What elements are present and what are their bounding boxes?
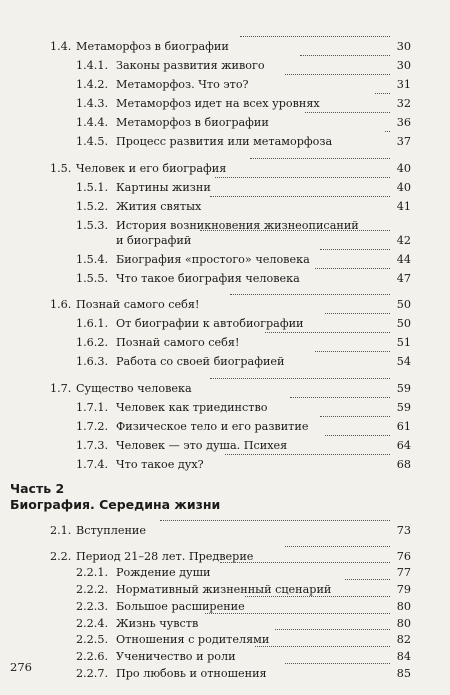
entry-page: 30 xyxy=(396,59,411,72)
entry-title: Отношения с родителями xyxy=(116,633,270,647)
entry-title: Биография «простого» человека xyxy=(116,253,310,266)
entry-title: Метаморфоз в биографии xyxy=(76,40,229,53)
entry-title: Метаморфоз. Что это? xyxy=(116,78,249,91)
entry-number: 1.4.2. xyxy=(76,78,109,91)
leader-dots xyxy=(245,596,390,597)
entry-number: 1.7. xyxy=(50,382,72,395)
entry-number: 1.7.4. xyxy=(76,458,109,471)
entry-page: 84 xyxy=(396,650,411,663)
leader-dots xyxy=(220,562,390,563)
entry-title: Картины жизни xyxy=(116,181,211,194)
leader-dots xyxy=(230,294,390,295)
entry-page: 73 xyxy=(396,524,411,537)
part-title: Биография. Середина жизни xyxy=(10,497,221,512)
entry-page: 80 xyxy=(396,616,411,630)
entry-title: Период 21–28 лет. Предверие xyxy=(76,549,254,563)
entry-number: 1.5. xyxy=(50,162,72,175)
entry-page: 41 xyxy=(396,200,411,213)
entry-page: 40 xyxy=(396,181,411,194)
entry-page: 59 xyxy=(396,401,411,414)
entry-title: Нормативный жизненный сценарий xyxy=(116,583,332,597)
entry-number: 1.5.1. xyxy=(76,181,109,194)
entry-title: Про любовь и отношения xyxy=(116,666,267,680)
entry-title: Вступление xyxy=(76,524,146,537)
entry-page: 36 xyxy=(396,116,411,129)
entry-title: Рождение души xyxy=(116,566,211,580)
leader-dots xyxy=(325,435,390,436)
entry-page: 50 xyxy=(396,298,411,311)
leader-dots xyxy=(225,454,390,455)
entry-title: Познай самого себя! xyxy=(116,336,240,349)
entry-page: 82 xyxy=(396,633,411,647)
entry-page: 42 xyxy=(396,234,411,247)
entry-number: 2.2. xyxy=(50,549,72,563)
entry-page: 80 xyxy=(396,599,411,613)
entry-title: Жития святых xyxy=(116,200,202,213)
entry-number: 1.4.4. xyxy=(76,116,109,129)
leader-dots xyxy=(320,249,390,250)
leader-dots xyxy=(285,663,390,664)
entry-page: 54 xyxy=(396,355,411,368)
leader-dots xyxy=(325,313,390,314)
entry-number: 1.5.3. xyxy=(76,219,109,232)
leader-dots xyxy=(290,397,390,398)
leader-dots xyxy=(300,55,390,56)
entry-page: 50 xyxy=(396,317,411,330)
page-number: 276 xyxy=(10,660,32,674)
entry-page: 79 xyxy=(396,583,411,597)
leader-dots xyxy=(315,351,390,352)
entry-title: От биографии к автобиографии xyxy=(116,317,304,330)
entry-number: 2.2.3. xyxy=(76,599,109,613)
entry-page: 40 xyxy=(396,162,411,175)
leader-dots xyxy=(205,613,390,614)
entry-page: 59 xyxy=(396,382,411,395)
entry-page: 47 xyxy=(396,272,411,285)
part-label: Часть 2 xyxy=(10,481,65,496)
leader-dots xyxy=(315,268,390,269)
leader-dots xyxy=(160,520,390,521)
leader-dots xyxy=(275,629,390,630)
entry-number: 1.5.5. xyxy=(76,272,109,285)
entry-title: Человек как триединство xyxy=(116,401,268,414)
entry-title: Существо человека xyxy=(76,382,192,395)
entry-page: 30 xyxy=(396,40,411,53)
entry-title: Жизнь чувств xyxy=(116,616,199,630)
entry-number: 2.2.7. xyxy=(76,666,109,680)
entry-title: Метаморфоз в биографии xyxy=(116,116,269,129)
leader-dots xyxy=(375,93,390,94)
entry-number: 2.2.1. xyxy=(76,566,109,580)
entry-page: 77 xyxy=(396,566,411,580)
entry-page: 68 xyxy=(396,458,411,471)
leader-dots xyxy=(250,158,390,159)
leader-dots xyxy=(240,36,390,37)
leader-dots xyxy=(265,332,390,333)
entry-number: 1.7.1. xyxy=(76,401,109,414)
entry-title: История возникновения жизнеописаний xyxy=(116,219,359,232)
entry-page: 44 xyxy=(396,253,411,266)
entry-number: 1.4.1. xyxy=(76,59,109,72)
entry-number: 1.5.2. xyxy=(76,200,109,213)
leader-dots xyxy=(200,230,390,231)
entry-title: Метаморфоз идет на всех уровнях xyxy=(116,97,320,110)
leader-dots xyxy=(210,196,390,197)
entry-title: Человек и его биография xyxy=(76,162,227,175)
entry-page: 37 xyxy=(396,135,411,148)
entry-number: 1.7.2. xyxy=(76,420,109,433)
leader-dots xyxy=(345,579,390,580)
leader-dots xyxy=(285,546,390,547)
entry-page: 85 xyxy=(396,666,411,680)
leader-dots xyxy=(305,112,390,113)
entry-page: 61 xyxy=(396,420,411,433)
entry-number: 1.4.5. xyxy=(76,135,109,148)
entry-page: 32 xyxy=(396,97,411,110)
entry-title: Процесс развития или метаморфоза xyxy=(116,135,333,148)
entry-number: 2.2.6. xyxy=(76,650,109,663)
leader-dots xyxy=(210,378,390,379)
entry-number: 1.6.2. xyxy=(76,336,109,349)
entry-title: Работа со своей биографией xyxy=(116,355,285,368)
entry-number: 1.6. xyxy=(50,298,72,311)
entry-number: 2.2.5. xyxy=(76,633,109,647)
entry-title: Ученичество и роли xyxy=(116,650,236,663)
entry-page: 64 xyxy=(396,439,411,452)
entry-title: Что такое биография человека xyxy=(116,272,300,285)
entry-title: Человек — это душа. Психея xyxy=(116,439,288,452)
entry-title: Законы развития живого xyxy=(116,59,265,72)
leader-dots xyxy=(385,131,390,132)
leader-dots xyxy=(215,177,390,178)
entry-page: 76 xyxy=(396,549,411,563)
leader-dots xyxy=(285,74,390,75)
entry-title: Познай самого себя! xyxy=(76,298,200,311)
entry-number: 1.6.1. xyxy=(76,317,109,330)
leader-dots xyxy=(320,416,390,417)
leader-dots xyxy=(255,646,390,647)
entry-title-continued: и биографий xyxy=(116,234,192,247)
entry-number: 1.5.4. xyxy=(76,253,109,266)
entry-number: 2.2.2. xyxy=(76,583,109,597)
entry-number: 2.1. xyxy=(50,524,72,537)
entry-number: 1.4.3. xyxy=(76,97,109,110)
entry-number: 1.4. xyxy=(50,40,72,53)
entry-title: Большое расширение xyxy=(116,599,245,613)
entry-title: Физическое тело и его развитие xyxy=(116,420,309,433)
entry-page: 31 xyxy=(396,78,411,91)
entry-page: 51 xyxy=(396,336,411,349)
entry-number: 1.7.3. xyxy=(76,439,109,452)
entry-title: Что такое дух? xyxy=(116,458,204,471)
entry-number: 1.6.3. xyxy=(76,355,109,368)
entry-number: 2.2.4. xyxy=(76,616,109,630)
